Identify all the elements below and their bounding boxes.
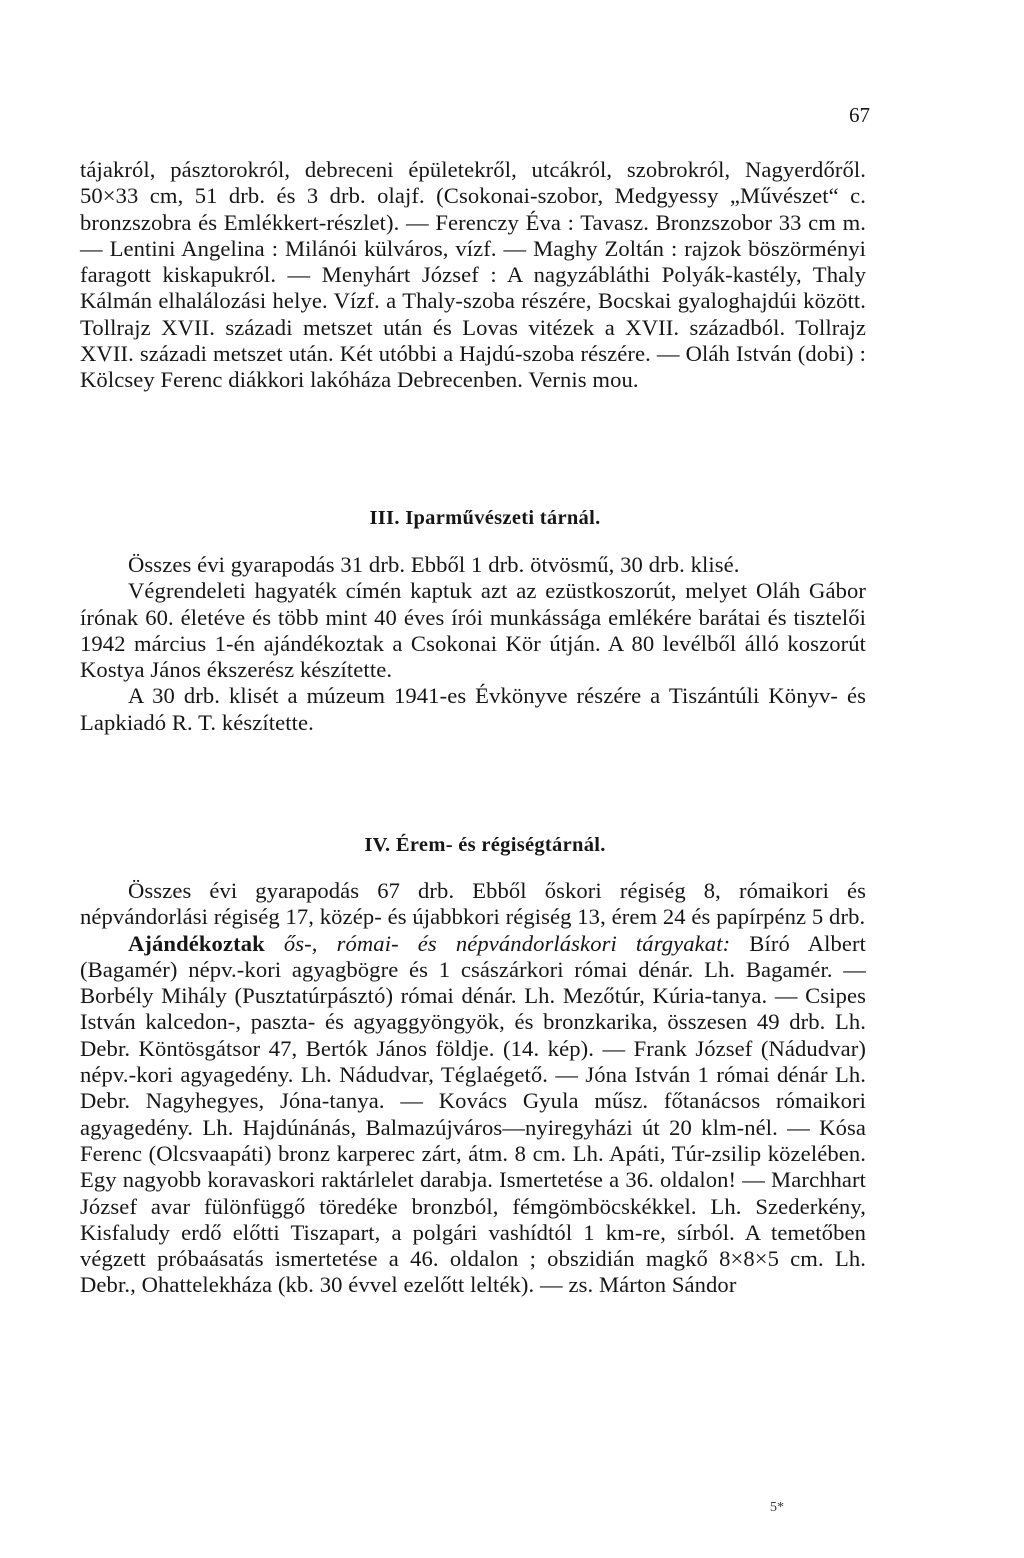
section-3-title: Iparművészeti tárnál. [405, 507, 601, 529]
section-3-paragraph: Végrendeleti hagyaték címén kaptuk azt az ezüstkoszorút, melyet Oláh Gábor írónak 60. életéve és több mint 40 éves írói munkássága emlékére barátai és tisztelői 1942 március 1-én ajándékoztak a Csokonai Kör útján. A 80 levélből álló koszorút Kostya János ékszerész készítette. [80, 578, 866, 683]
section-4-body [80, 878, 866, 1299]
intro-paragraph-block [80, 157, 866, 394]
section-3-numeral: III. [369, 507, 400, 529]
section-4-title: Érem- és régiségtárnál. [395, 834, 606, 856]
printer-signature-mark: 5* [770, 1500, 784, 1515]
section-4-heading [0, 834, 997, 857]
gift-text: Bíró Albert (Bagamér) népv.-kori agyagbögre és 1 császárkori római dénár. Lh. Bagamér. — Borbély Mihály (Pusztatúrpásztó) római dénár. Lh. Mezőtúr, Kúria-tanya. — Csipes István kalcedon-, paszta- és agyaggyöngyök, és bronzkarika, összesen 49 drb. Lh. Debr. Köntösgátsor 47, Bertók János földje. (14. kép). — Frank József (Nádudvar) népv.-kori agyagedény. Lh. Nádudvar, Téglaégető. — Jóna István 1 római dénár Lh. Debr. Nagyhegyes, Jóna-tanya. — Kovács Gyula műsz. főtanácsos rómaikori agyagedény. Lh. Hajdúnánás, Balmazújváros—nyiregyházi út 20 klm-nél. — Kósa Ferenc (Olcsvaapáti) bronz karperec zárt, átm. 8 cm. Lh. Apáti, Túr-zsilip közelében. Egy nagyobb koravaskori raktárlelet darabja. Ismertetése a 36. oldalon! — Marchhart József avar fülönfüggő töredéke bronzból, fémgömböcskékkel. Lh. Szederkény, Kisfaludy erdő előtti Tiszapart, a polgári vashídtól 1 km-re, sírból. A temetőben végzett próbaásatás ismertetése a 46. oldalon ; obszidián magkő 8×8×5 cm. Lh. Debr., Ohattelekháza (kb. 30 évvel ezelőtt lelték). — zs. Márton Sándor [80, 930, 867, 1298]
intro-paragraph: tájakról, pásztorokról, debreceni épületekről, utcákról, szobrokról, Nagyerdőről. 50×33 cm, 51 drb. és 3 drb. olajf. (Csokonai-szobor, Medgyessy „Művészet“ c. bronzszobra és Emlékkert-részlet). — Ferenczy Éva : Tavasz. Bronzszobor 33 cm m. — Lentini Angelina : Milánói külváros, vízf. — Maghy Zoltán : rajzok böszörményi faragott kiskapukról. — Menyhárt József : A nagyzábláthi Polyák-kastély, Thaly Kálmán elhalálozási helye. Vízf. a Thaly-szoba részére, Bocskai gyaloghajdúi között. Tollrajz XVII. századi metszet után és Lovas vitézek a XVII. századból. Tollrajz XVII. századi metszet után. Két utóbbi a Hajdú-szoba részére. — Oláh István (dobi) : Kölcsey Ferenc diákkori lakóháza Debrecenben. Vernis mou. [80, 157, 866, 393]
page-number: 67 [849, 103, 870, 127]
section-4-gifts [80, 931, 866, 1299]
section-3-paragraph: Összes évi gyarapodás 31 drb. Ebből 1 drb. ötvösmű, 30 drb. klisé. [128, 552, 740, 577]
section-4-numeral: IV. [364, 834, 391, 856]
gift-lead-italic: ős-, római- és népvándorláskori tárgyakat: [264, 930, 731, 956]
section-3-paragraph: A 30 drb. klisét a múzeum 1941-es Évkönyve részére a Tiszántúli Könyv- és Lapkiadó R. T. készítette. [80, 683, 866, 735]
section-3-heading [0, 507, 997, 530]
section-4-summary: Összes évi gyarapodás 67 drb. Ebből őskori régiség 8, rómaikori és népvándorlási régiség 17, közép- és újabbkori régiség 13, érem 24 és papírpénz 5 drb. [80, 878, 866, 930]
section-3-body [80, 552, 866, 736]
gift-lead-bold: Ajándékoztak [128, 930, 265, 956]
